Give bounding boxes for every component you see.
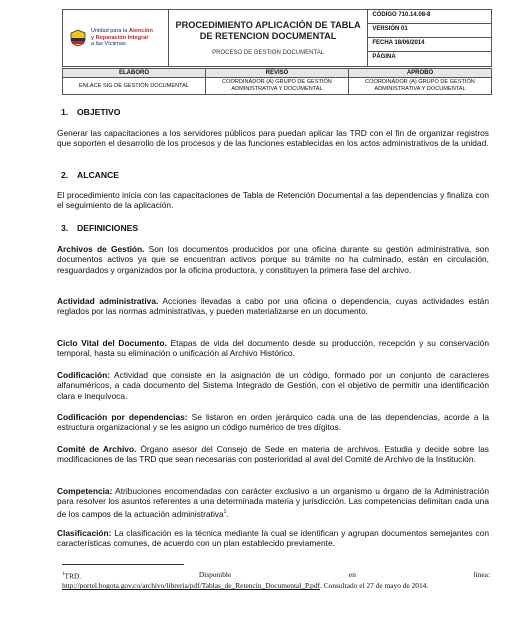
aprobo-header: APROBÓ xyxy=(349,69,492,78)
title-cell xyxy=(168,10,368,67)
footnote-link[interactable]: http://portel.bogota.gov.co/archivo/libreria/pdf/Tablas_de_Retencin_Documental_P.pdf xyxy=(62,581,321,591)
version-field: VERSIÓN 01 xyxy=(368,24,491,38)
definition-item: Clasificación: La clasificación es la técnica mediante la cual se identifican y agrupan documentos semejantes con características comunes, de acuerdo con un plan establecido previamente. xyxy=(57,528,489,549)
definition-term: Competencia: xyxy=(57,486,113,496)
reviso-value: COORDINADOR (A) GRUPO DE GESTIÓN ADMINISTRATIVA Y DOCUMENTAL xyxy=(206,78,349,95)
definition-term: Clasificación: xyxy=(57,528,112,538)
definition-item: Codificación: Actividad que consiste en la asignación de un código, formado por un conjunto de caracteres alfanuméricos, a cada documento del Sistema Integrado de Gestión, con el objetivo de permitir una identificación clara e inequívoca. xyxy=(57,370,489,401)
objetivo-text: Generar las capacitaciones a los servidores públicos para puedan aplicar las TRD con el fin de organizar registros que soporten el desarrollo de los procesos y de las funciones establecidas en los actos administrativos de la unidad. xyxy=(57,128,489,149)
process-name: PROCESO DE GESTION DOCUMENTAL xyxy=(212,50,325,56)
definition-item: Archivos de Gestión. Son los documentos producidos por una oficina durante su gestión administrativa, son documentos activos ya que se encuentran activos porque su trámite no ha culminado, están en circulación, resguardados y organizados por la oficina productora, y constituyen la primera fase del archivo. xyxy=(57,244,489,275)
logo-cell xyxy=(63,10,169,67)
section-heading-alcance: 2. ALCANCE xyxy=(61,170,120,180)
document-header xyxy=(62,9,492,67)
code-cell xyxy=(368,10,492,67)
definition-term: Codificación: xyxy=(57,370,111,380)
definition-item: Comité de Archivo. Órgano asesor del Consejo de Sede en materia de archivos. Estudia y decide sobre las modificaciones de las TRD que sean necesarias con posterioridad al aval del Comité de Archivo de la Institución. xyxy=(57,444,489,465)
logo-text: Unidad para la Atención y Reparación Integral a las Víctimas xyxy=(91,28,153,48)
approval-table xyxy=(62,68,492,95)
document-title: PROCEDIMIENTO APLICACIÓN DE TABLA DE RETENCION DOCUMENTAL xyxy=(175,20,361,41)
definition-term: Codificación por dependencias: xyxy=(57,412,188,422)
reviso-header: REVISÓ xyxy=(206,69,349,78)
section-heading-definiciones: 3. DEFINICIONES xyxy=(61,223,139,233)
definition-item: Actividad administrativa. Acciones llevadas a cabo por una oficina o dependencia, cuyas actividades están reglados por las normas administrativas, y pueden materializarse en un documento. xyxy=(57,296,489,317)
alcance-text: El procedimiento inicia con las capacitaciones de Tabla de Retención Documental a las dependencias y finaliza con el seguimiento de la aplicación. xyxy=(57,190,489,211)
elaboro-header: ELABORÓ xyxy=(63,69,206,78)
footnote-divider xyxy=(62,564,184,565)
code-field: CÓDIGO 710.14.08-8 xyxy=(368,10,491,24)
definition-item: Competencia: Atribuciones encomendadas con carácter exclusivo a un organismo u órgano de la Administración para resolver los asuntos referentes a una determinada materia y jurisdicción. Las competencias delimitan cada una de los campos de la actuación administrativa$^1$. xyxy=(57,486,489,519)
logo-mark-icon xyxy=(69,29,87,47)
aprobo-value: COORDINADOR (A) GRUPO DE GESTIÓN ADMINISTRATIVA Y DOCUMENTAL xyxy=(349,78,492,95)
date-field: FECHA 18/06/2014 xyxy=(368,38,491,52)
definition-term: Actividad administrativa. xyxy=(57,296,159,306)
definition-term: Ciclo Vital del Documento. xyxy=(57,338,167,348)
institution-logo xyxy=(69,28,162,47)
footnote-marker: 1 xyxy=(223,508,227,515)
definition-term: Comité de Archivo. xyxy=(57,444,137,454)
elaboro-value: ENLACE SIG DE GESTIÓN DOCUMENTAL xyxy=(63,78,206,95)
definition-item: Codificación por dependencias: Se listaron en orden jerárquico cada una de las dependencias, acorde a la estructura organizacional y se les asigno un código numérico de tres dígitos. xyxy=(57,412,489,433)
definition-item: Ciclo Vital del Documento. Etapas de vida del documento desde su producción, recepción y su conservación temporal, hasta su eliminación o unificación al Archivo Histórico. xyxy=(57,338,489,359)
page-field: PÁGINA xyxy=(372,54,396,60)
definition-term: Archivos de Gestión. xyxy=(57,244,145,254)
section-heading-objetivo: 1. OBJETIVO xyxy=(61,107,121,117)
footnote: $^1$TRD. Disponible en línea: http://portel.bogota.gov.co/archivo/libreria/pdf/Tablas_de_Retencin_Documental_P.pdf. Consultado el 27 de mayo de 2014. xyxy=(62,570,490,591)
